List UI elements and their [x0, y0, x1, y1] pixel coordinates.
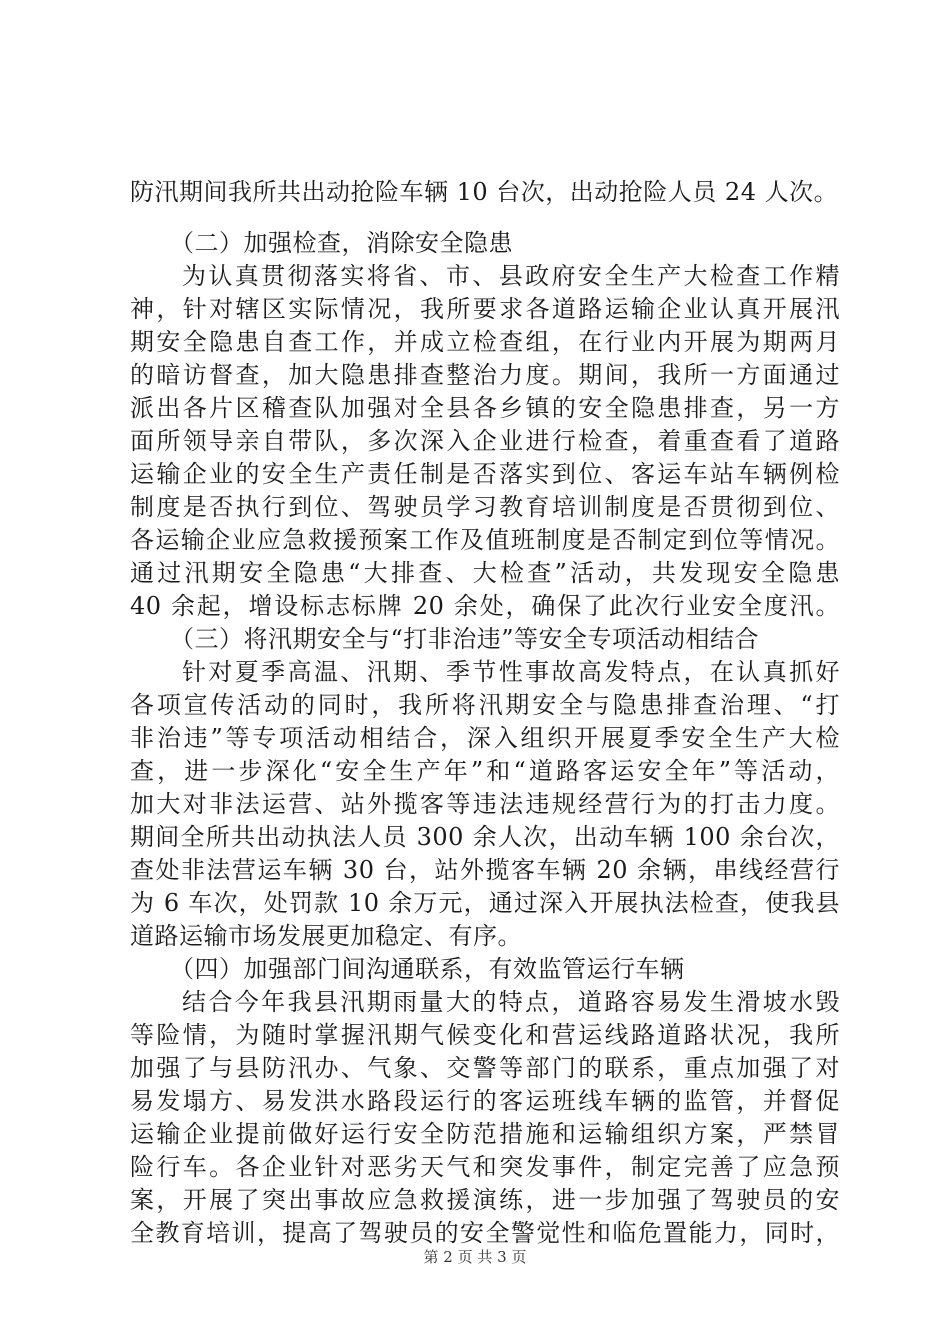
text-line: 运输企业的安全生产责任制是否落实到位、客运车站车辆例检	[130, 460, 840, 488]
section-heading: （二）加强检查，消除安全隐患	[170, 229, 513, 257]
text-line: 非治违”等专项活动相结合，深入组织开展夏季安全生产大检	[130, 724, 840, 752]
text-line: 期间全所共出动执法人员 300 余人次，出动车辆 100 余台次，	[130, 823, 840, 851]
section-heading: （四）加强部门间沟通联系，有效监管运行车辆	[170, 955, 685, 983]
text-line: 为认真贯彻落实将省、市、县政府安全生产大检查工作精	[182, 262, 840, 290]
text-line: 各运输企业应急救援预案工作及值班制度是否制定到位等情况。	[130, 526, 840, 554]
text-line: 40 余起，增设标志标牌 20 余处，确保了此次行业安全度汛。	[130, 592, 840, 620]
text-line: 案，开展了突出事故应急救援演练，进一步加强了驾驶员的安	[130, 1186, 840, 1214]
text-line: 查，进一步深化“安全生产年”和“道路客运安全年”等活动，	[130, 757, 840, 785]
text-line: 神，针对辖区实际情况，我所要求各道路运输企业认真开展汛	[130, 295, 840, 323]
text-line: 加大对非法运营、站外揽客等违法违规经营行为的打击力度。	[130, 790, 840, 818]
text-line: 防汛期间我所共出动抢险车辆 10 台次，出动抢险人员 24 人次。	[130, 178, 839, 206]
text-line: 面所领导亲自带队，多次深入企业进行检查，着重查看了道路	[130, 427, 840, 455]
text-line: 险行车。各企业针对恶劣天气和突发事件，制定完善了应急预	[130, 1153, 840, 1181]
text-line: 各项宣传活动的同时，我所将汛期安全与隐患排查治理、“打	[130, 691, 840, 719]
text-line: 运输企业提前做好运行安全防范措施和运输组织方案，严禁冒	[130, 1120, 840, 1148]
text-line: 期安全隐患自查工作，并成立检查组，在行业内开展为期两月	[130, 328, 840, 356]
section-heading: （三）将汛期安全与“打非治违”等安全专项活动相结合	[170, 625, 760, 653]
text-line: 结合今年我县汛期雨量大的特点，道路容易发生滑坡水毁	[182, 988, 840, 1016]
document-body	[130, 176, 840, 1250]
text-line: 制度是否执行到位、驾驶员学习教育培训制度是否贯彻到位、	[130, 493, 840, 521]
text-line: 针对夏季高温、汛期、季节性事故高发特点，在认真抓好	[182, 658, 840, 686]
page-number-footer: 第 2 页 共 3 页	[423, 1248, 527, 1266]
text-line: 道路运输市场发展更加稳定、有序。	[130, 922, 522, 950]
text-line: 查处非法营运车辆 30 台，站外揽客车辆 20 余辆，串线经营行	[130, 856, 840, 884]
text-line: 通过汛期安全隐患“大排查、大检查”活动，共发现安全隐患	[130, 559, 840, 587]
text-line: 为 6 车次，处罚款 10 余万元，通过深入开展执法检查，使我县	[130, 889, 840, 917]
text-line: 派出各片区稽查队加强对全县各乡镇的安全隐患排查，另一方	[130, 394, 840, 422]
text-line: 等险情，为随时掌握汛期气候变化和营运线路道路状况，我所	[130, 1021, 840, 1049]
text-line: 易发塌方、易发洪水路段运行的客运班线车辆的监管，并督促	[130, 1087, 840, 1115]
text-line: 全教育培训，提高了驾驶员的安全警觉性和临危置能力，同时，	[130, 1219, 840, 1247]
text-line: 的暗访督查，加大隐患排查整治力度。期间，我所一方面通过	[130, 361, 840, 389]
text-line: 加强了与县防汛办、气象、交警等部门的联系，重点加强了对	[130, 1054, 840, 1082]
